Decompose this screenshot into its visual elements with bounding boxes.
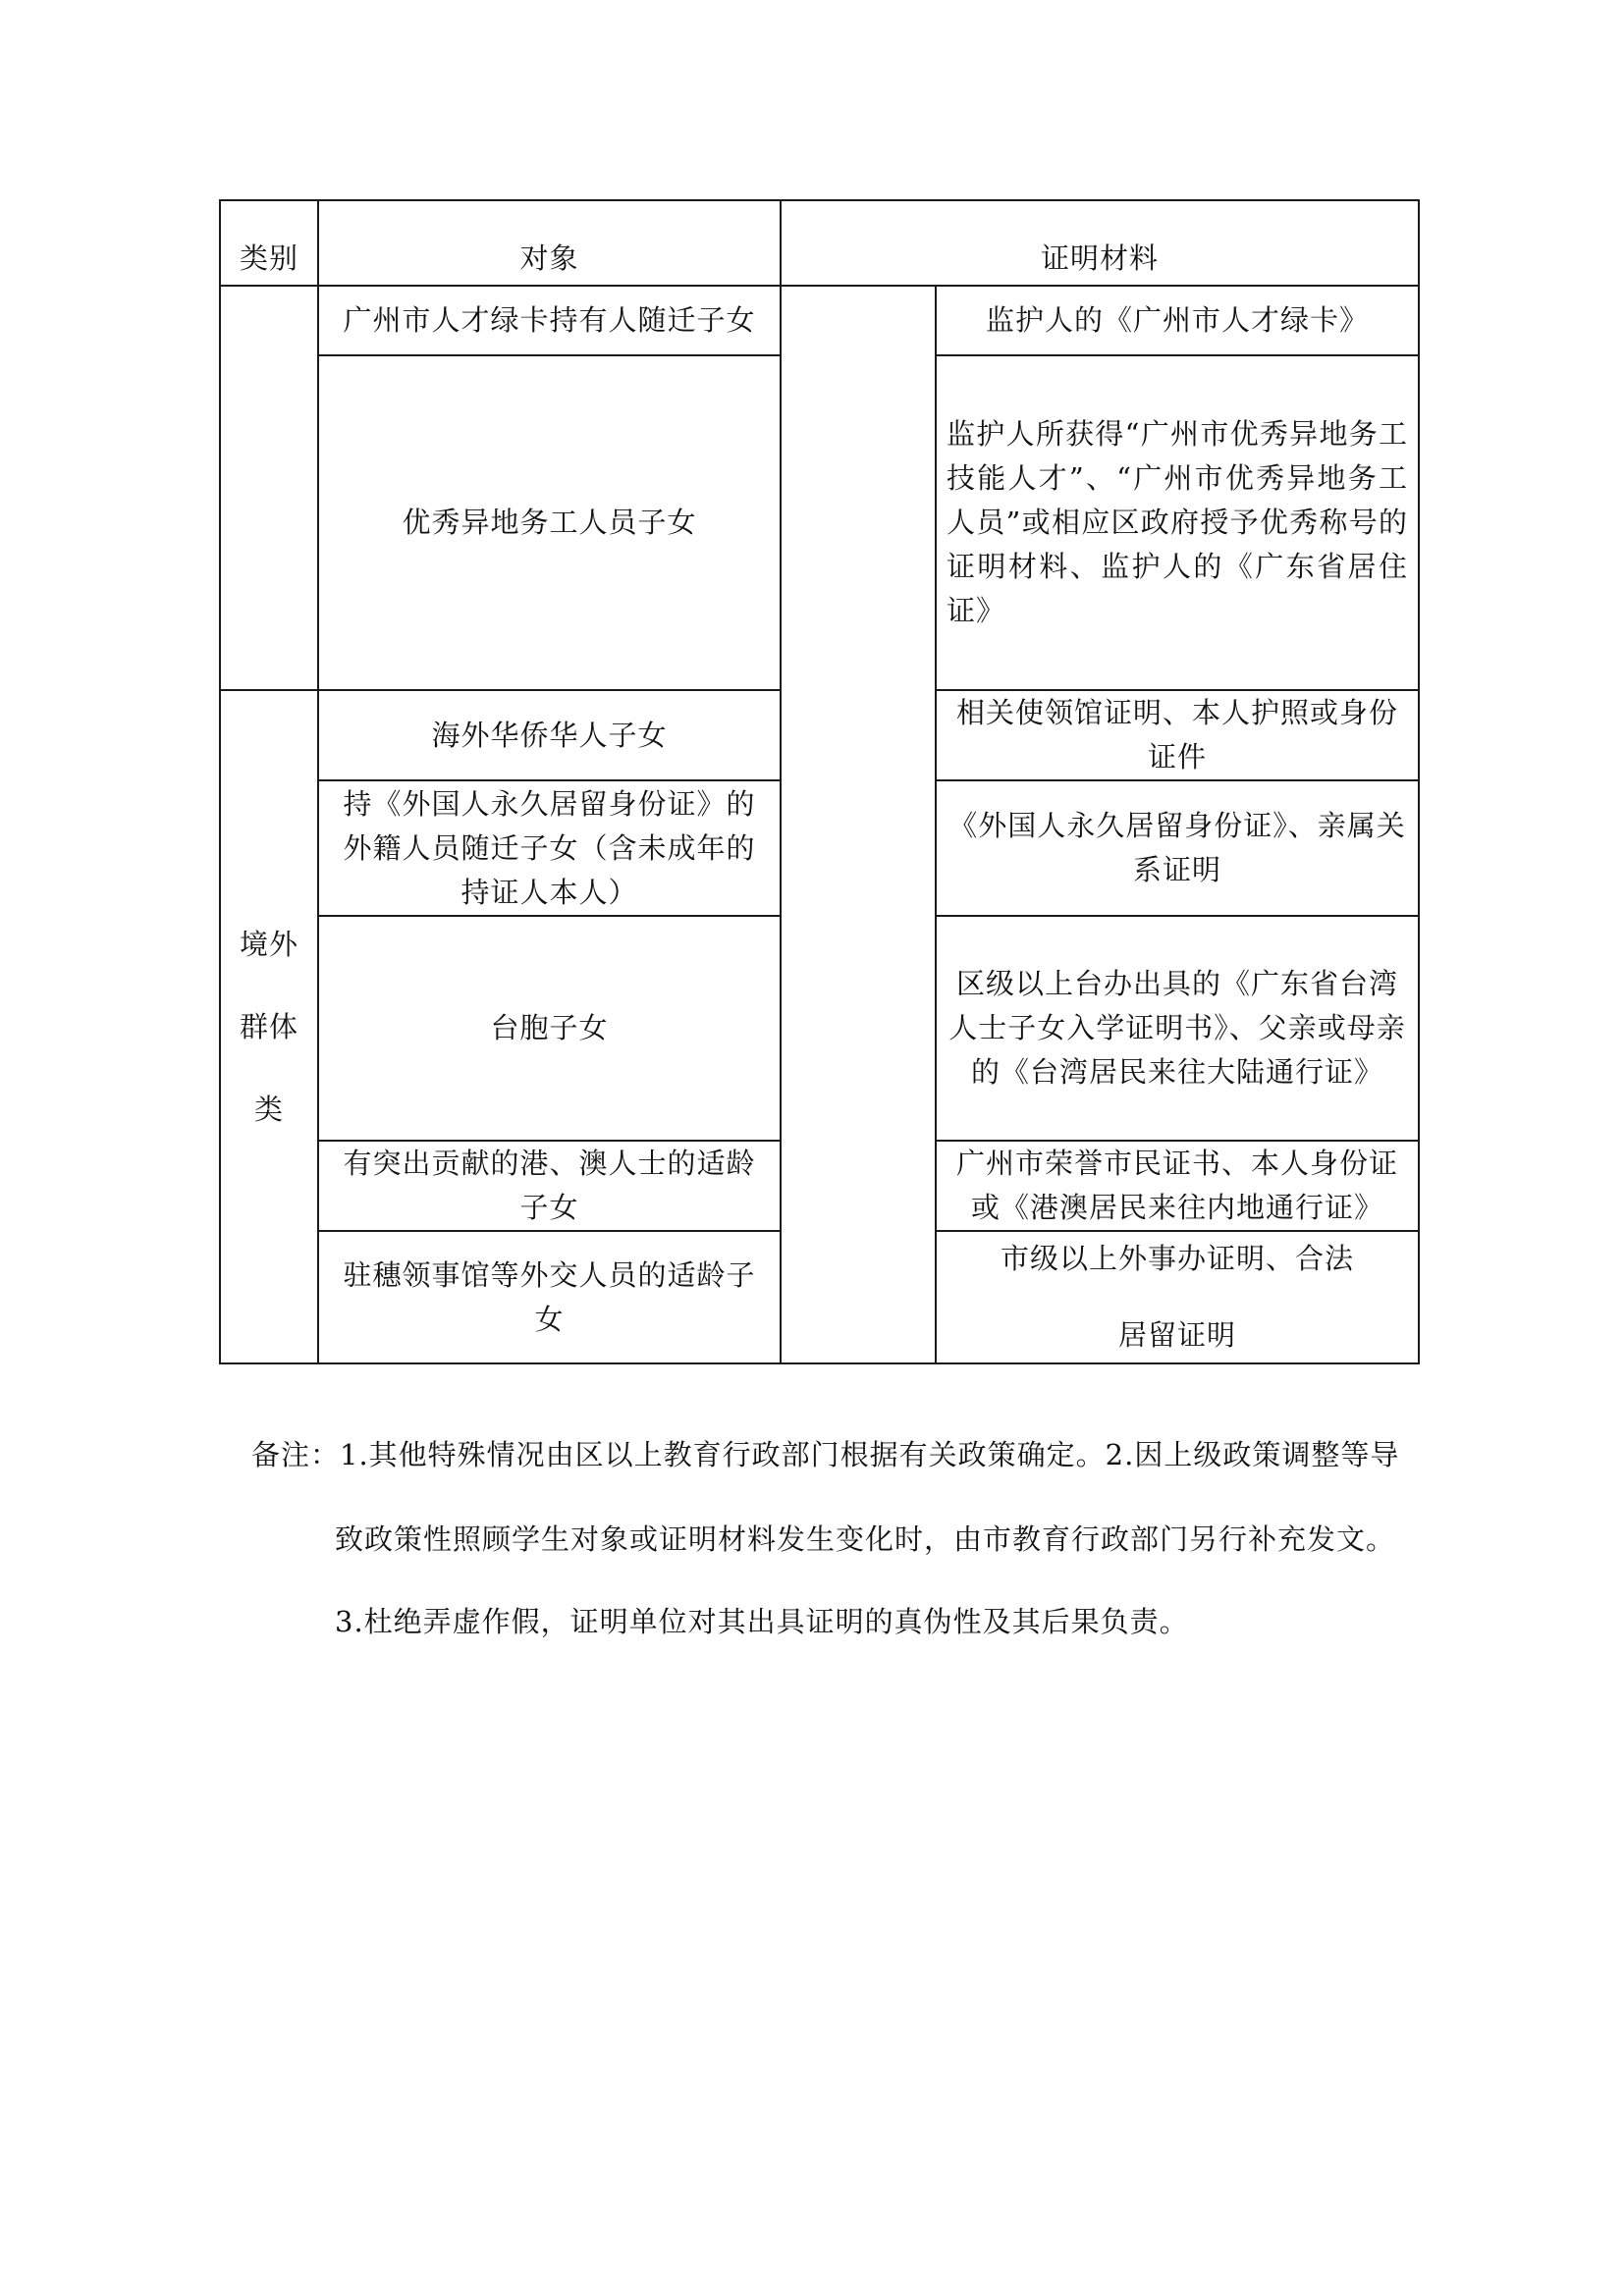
group-label-line: 境外 [239,928,298,961]
col-divider-target [780,199,782,1364]
table-row-materials: 《外国人永久居留身份证》、亲属关系证明 [948,809,1406,886]
table-row-target: 驻穗领事馆等外交人员的适龄子女 [343,1257,756,1336]
group-label-overseas [221,691,317,1362]
table-row-target: 持《外国人永久居留身份证》的外籍人员随迁子女（含未成年的持证人本人） [343,786,756,909]
table-border-right [1418,199,1420,1364]
col-divider-category [317,199,319,1364]
group-label-line: 类 [253,1093,284,1126]
table-row-target: 台胞子女 [490,1011,609,1044]
table-row-materials [947,1232,1408,1362]
table-row-target: 优秀异地务工人员子女 [402,506,697,539]
table-border-bottom [219,1362,1420,1364]
table-row-materials: 区级以上台办出具的《广东省台湾人士子女入学证明书》、父亲或母亲的《台湾居民来往大陆通行证》 [948,967,1406,1089]
table-border-top [219,199,1420,201]
header-category: 类别 [239,240,298,275]
table-row-target: 海外华侨华人子女 [431,718,668,752]
note-line-1: 备注：1.其他特殊情况由区以上教育行政部门根据有关政策确定。2.因上级政策调整等导 [251,1438,1400,1471]
table-row-materials: 监护人的《广州市人才绿卡》 [985,303,1369,337]
table-row-target: 有突出贡献的港、澳人士的适龄子女 [343,1147,756,1224]
note-line-2: 致政策性照顾学生对象或证明材料发生变化时，由市教育行政部门另行补充发文。 [335,1522,1396,1556]
note-line-3: 3.杜绝弄虚作假，证明单位对其出具证明的真伪性及其后果负责。 [335,1605,1189,1638]
group-label-line: 群体 [239,1010,298,1043]
table-row-materials: 监护人所获得“广州市优秀异地务工技能人才”、“广州市优秀异地务工人员”或相应区政府授予优秀称号的证明材料、监护人的《广东省居住证》 [947,417,1408,627]
table-row-materials: 相关使领馆证明、本人护照或身份证件 [955,696,1398,774]
col-divider-materials [935,285,937,1364]
materials-line: 市级以上外事办证明、合法 [1000,1242,1354,1275]
table-row-materials: 广州市荣誉市民证书、本人身份证或《港澳居民来往内地通行证》 [955,1147,1398,1224]
materials-line: 居留证明 [1117,1318,1236,1352]
header-target: 对象 [519,240,579,275]
table-row-target: 广州市人才绿卡持有人随迁子女 [343,303,756,337]
header-materials: 证明材料 [1040,240,1159,275]
